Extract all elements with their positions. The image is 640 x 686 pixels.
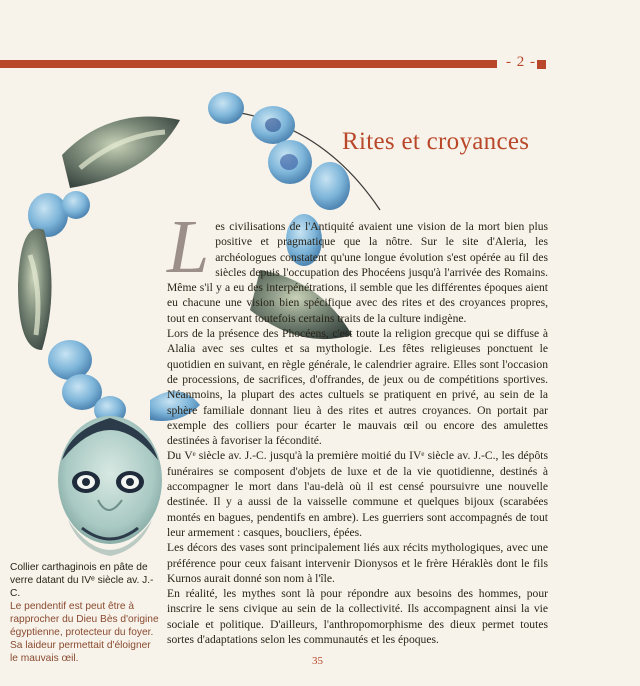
paragraph [167,205,548,326]
page-number: 35 [312,655,323,667]
paragraph-text: es civilisations de l'Antiquité avaient une vision de la mort bien plus positive et pragmatique que la nôtre. Sur le site d'Aleria, les archéologues constatent qu'une longue évolution s'est opérée au fil des siècles depuis l'occupation des Phocéens jusqu'à l'arrivée des Romains. Même s'il y a eu des interpénétrations, il semble que les différentes époques aient eu chacune une vision bien spécifique avec des rites et des croyances propres, tout en conservant toutefois certains traits de la culture indigène. [167,220,548,325]
photo-caption [10,561,160,665]
section-title: Rites et croyances [342,128,530,155]
caption-title: Collier carthaginois en pâte de verre datant du IVᵉ siècle av. J.-C. [10,562,154,599]
page-marker: - 2 - [506,54,536,70]
caption-body: Le pendentif est peut être à rapprocher du Dieu Bès d'origine égyptienne, protecteur du foyer. Sa laideur permettait d'éloigner le mauvais œil. [10,601,159,664]
paragraph: Les décors des vases sont principalement liés aux récits mythologiques, avec une préférence pour ceux faisant intervenir Dionysos et le frère Héraklès dont le fils Kurnos aurait donné son nom à l'île. [167,541,548,585]
header-rule [0,60,497,68]
header-square [537,60,546,69]
paragraph: Lors de la présence des Phocéens, c'est toute la religion grecque qui se diffuse à Alalia avec ses cultes et sa mythologie. Les fêtes religieuses ponctuent le quotidien en suivant, en règle générale, le calendrier agraire. Elles sont l'occasion de processions, de sacrifices, d'offrandes, de jeux ou de compétitions sportives. Néanmoins, la plupart des actes cultuels se pratiquent en privé, au sein de la sphère familiale donnant lieu à des rites et autres croyances. On portait par exemple des colliers pour écarter le mauvais œil ou encore des amulettes destinées à favoriser la fécondité. [167,327,548,448]
drop-cap: L [167,205,210,289]
article-body [167,205,548,647]
paragraph: Du Vᵉ siècle av. J.-C. jusqu'à la première moitié du IVᵉ siècle av. J.-C., les dépôts funéraires se composent d'objets de luxe et de la vie quotidienne, destinés à accompagner le mort dans l'au-delà où il est censé poursuivre une nouvelle destinée. Il y a aussi de la vaisselle commune et quelques bijoux (scarabées montés en bagues, pendentifs en ambre). Les guerriers sont accompagnés de tout leur armement : casques, boucliers, épées. [167,449,548,539]
paragraph: En réalité, les mythes sont là pour répondre aux besoins des hommes, pour inscrire le sens civique au sein de la collectivité. Ils accompagnent ainsi la vie sociale et politique. D'ailleurs, l'anthropomorphisme des dieux permet toutes sortes d'adaptations selon les communautés et les époques. [167,587,548,647]
